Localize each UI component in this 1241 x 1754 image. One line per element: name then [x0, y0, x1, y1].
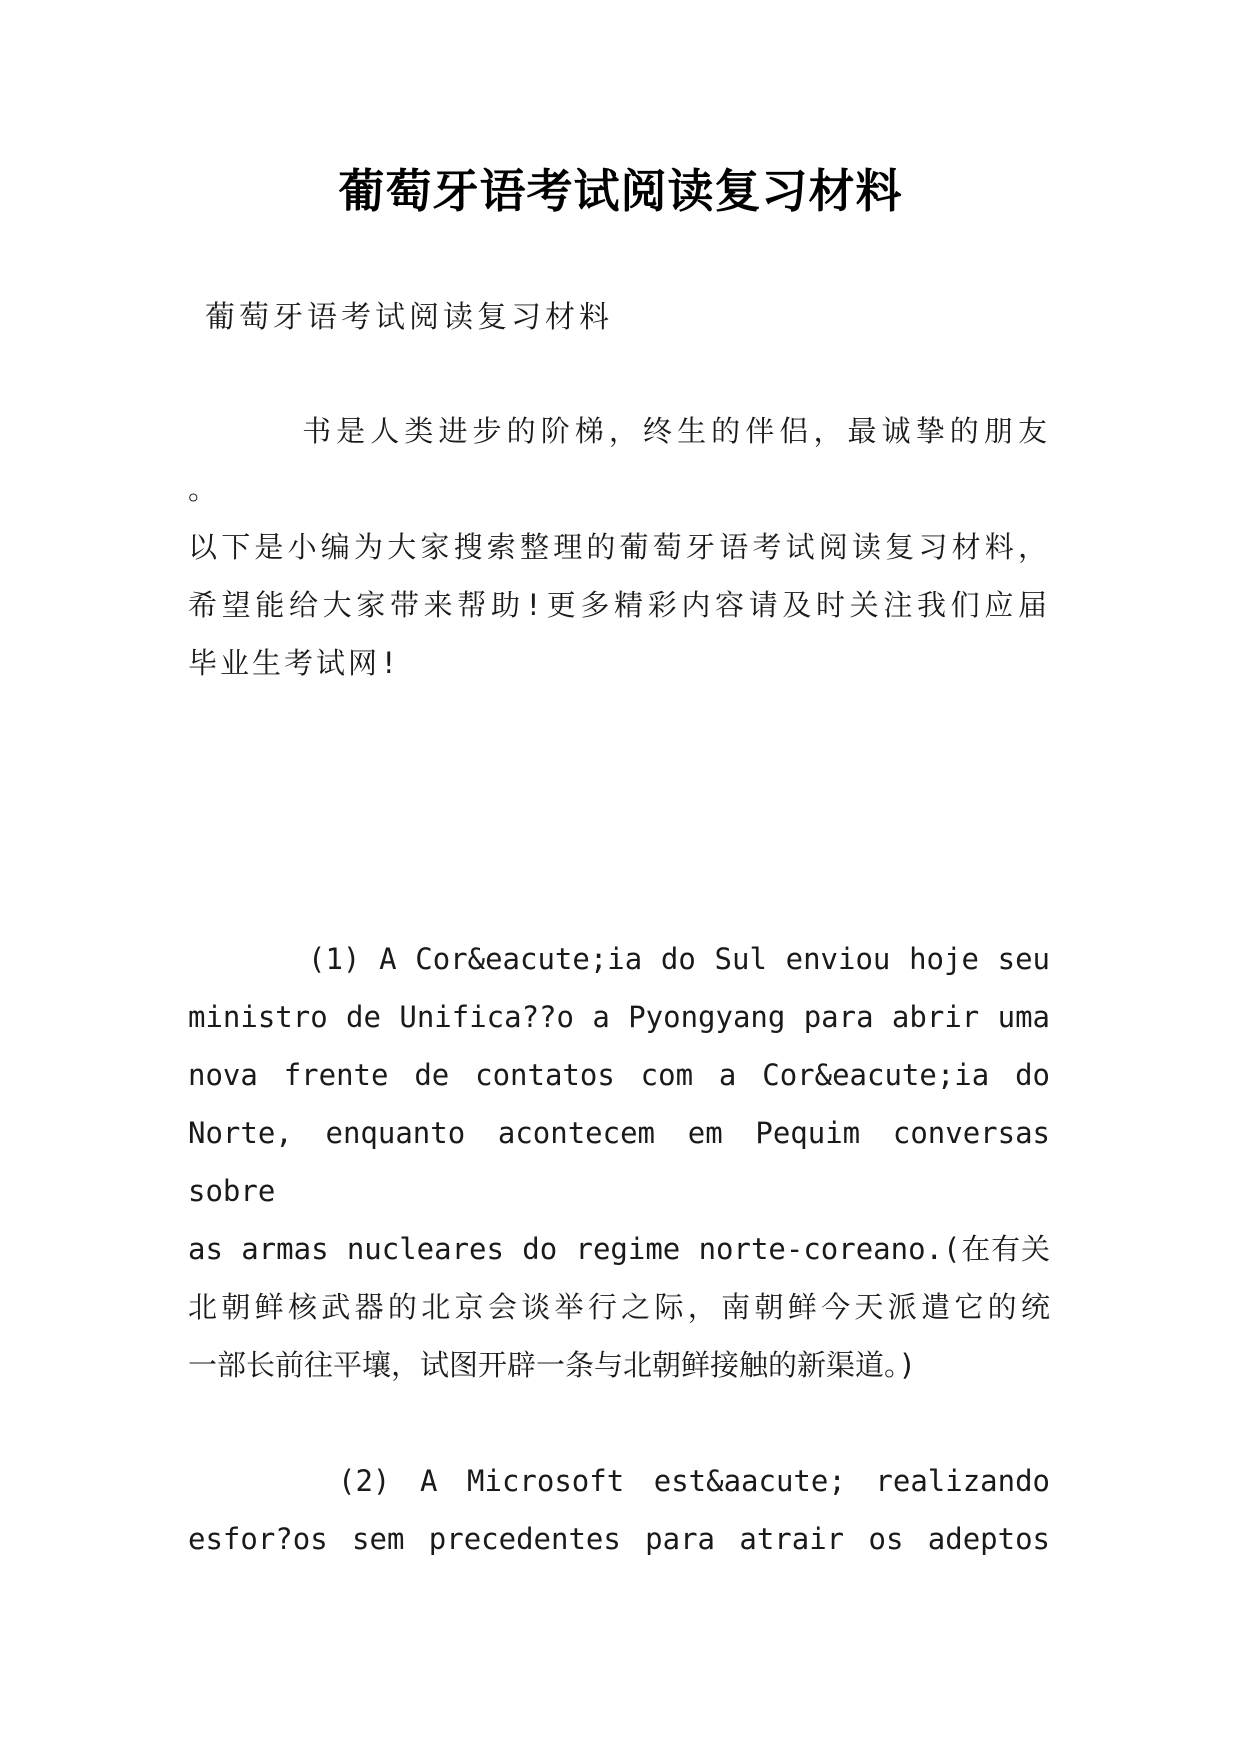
intro-line: 希望能给大家带来帮助!更多精彩内容请及时关注我们应届: [188, 588, 1050, 622]
intro-line: 毕业生考试网!: [188, 646, 401, 680]
paragraph-1: [188, 930, 1050, 1394]
paragraph-line: esfor?os sem precedentes para atrair os adeptos: [188, 1522, 1050, 1556]
paragraph-line: Norte, enquanto acontecem em Pequim conversas sobre: [188, 1116, 1050, 1208]
paragraph-2: [188, 1452, 1050, 1568]
document-title: 葡萄牙语考试阅读复习材料: [338, 164, 903, 218]
paragraph-line: 一部长前往平壤，试图开辟一条与北朝鲜接触的新渠道。): [188, 1348, 916, 1382]
paragraph-line: (2) A Microsoft est&aacute; realizando: [338, 1464, 1050, 1498]
paragraph-line: 北朝鲜核武器的北京会谈举行之际，南朝鲜今天派遣它的统: [188, 1290, 1050, 1324]
paragraph-line: (1) A Cor&eacute;ia do Sul enviou hoje seu: [308, 942, 1050, 976]
intro-line: 以下是小编为大家搜索整理的葡萄牙语考试阅读复习材料，: [188, 530, 1050, 564]
paragraph-line: as armas nucleares do regime norte-coreano.(在有关: [188, 1232, 1050, 1266]
intro-paragraph: [188, 402, 1050, 692]
document-subtitle: 葡萄牙语考试阅读复习材料: [205, 300, 613, 335]
paragraph-line: ministro de Unifica??o a Pyongyang para abrir uma: [188, 1000, 1050, 1034]
paragraph-line: nova frente de contatos com a Cor&eacute;ia do: [188, 1058, 1050, 1092]
intro-line: 书是人类进步的阶梯，终生的伴侣，最诚挚的朋友 。: [188, 414, 1050, 506]
